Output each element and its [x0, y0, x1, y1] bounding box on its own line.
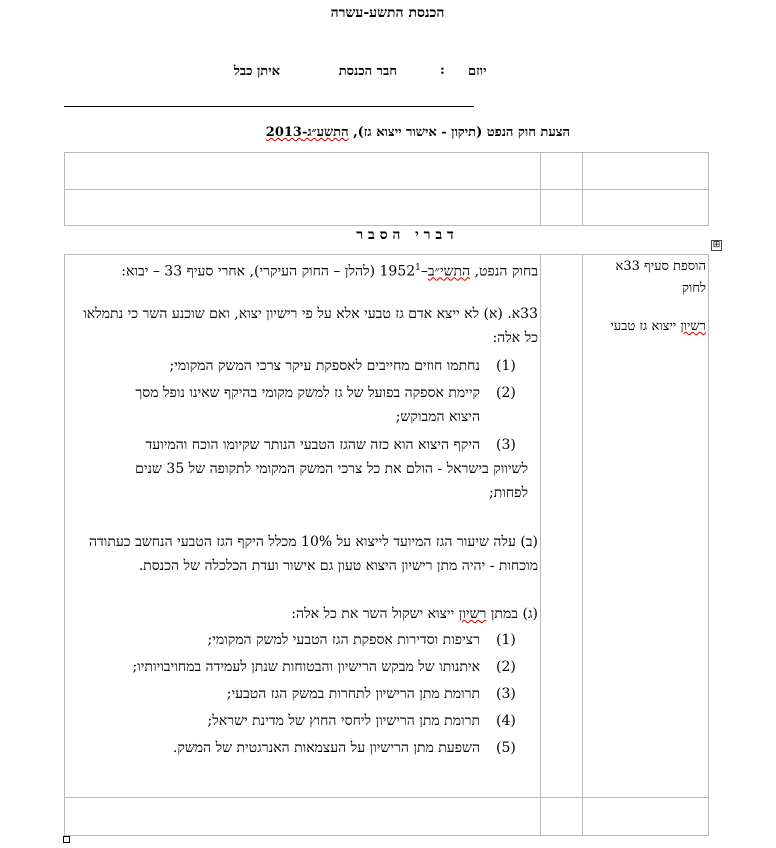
table-border-row2	[64, 225, 709, 226]
main-table-mid2	[582, 254, 583, 836]
main-table-row-sep	[64, 797, 709, 798]
side-note-1-line1: הוספת סעיף 33א	[615, 259, 706, 274]
table-move-handle-icon[interactable]: ⊞	[712, 240, 721, 250]
side-note-2	[588, 318, 706, 334]
header-divider	[64, 106, 474, 107]
condition-3-num: (3)	[496, 437, 516, 453]
member-title: חבר הכנסת	[338, 64, 397, 79]
consideration-4-text: תרומת מתן הרישיון ליחסי החוץ של מדינת ישראל;	[207, 713, 480, 729]
table-border-top	[64, 152, 709, 153]
consideration-4-num: (4)	[496, 713, 516, 729]
intro-footnote: 1	[415, 263, 421, 273]
consideration-1-num: (1)	[496, 632, 516, 648]
consideration-5-text: השפעת מתן הרישיון על העצמאות האנרגטית של המשק.	[172, 740, 480, 756]
table-resize-handle-icon[interactable]	[63, 836, 70, 843]
table-col-mid1	[540, 152, 541, 225]
consideration-5-num: (5)	[496, 740, 516, 756]
bill-title-prefix: הצעת חוק הנפט (תיקון - אישור ייצוא גז),	[353, 125, 570, 140]
section-a-line2: כל אלה:	[492, 330, 538, 346]
section-c-rest: ייצוא ישקול השר את כל אלה:	[291, 606, 455, 622]
condition-2-num: (2)	[496, 385, 516, 401]
initiator-colon: :	[440, 63, 445, 78]
consideration-2-num: (2)	[496, 659, 516, 675]
table-col-right	[708, 152, 709, 225]
member-name: איתן כבל	[233, 64, 280, 79]
section-c-prefix: (ג) במתן	[490, 606, 538, 622]
condition-3-line1: היקף היצוא הוא כזה שהגז הטבעי הנותר שקיומו הוכח והמיועד	[145, 437, 480, 453]
table-border-row1	[64, 189, 709, 190]
side-note-2-word: רשיון	[680, 319, 706, 334]
table-col-mid2	[582, 152, 583, 225]
intro-paragraph	[80, 256, 538, 284]
side-note-2-rest: ייצוא גז טבעי	[610, 319, 677, 334]
explanation-heading: ד ב ר י ה ס ב ר	[356, 227, 454, 243]
table-col-left	[64, 152, 65, 225]
main-table-top	[64, 254, 709, 255]
section-a-line1: 33א. (א) לא ייצא אדם גז טבעי אלא על פי רישיון יצוא, ואם שוכנע השר כי נתמלאו	[83, 306, 538, 322]
condition-2-line1: קיימת אספקה בפועל של גז למשק מקומי בהיקף שאינו נופל מסך	[135, 385, 480, 401]
section-c-word: רשיון	[458, 606, 487, 622]
main-table-mid	[540, 254, 541, 836]
side-note-1-line2: לחוק	[681, 281, 706, 296]
condition-3-line2: לשיווק בישראל - הולם את כל צרכי המשק המקומי לתקופה של 35 שנים	[135, 461, 528, 477]
section-b-line1: (ב) עלה שיעור הגז המיועד לייצוא על 10% מכלל היקף הגז הטבעי הנחשב כעתודה	[88, 534, 538, 550]
side-note-1	[588, 256, 706, 300]
condition-1-text: נחתמו חוזים מחייבים לאספקת עיקר צרכי המשק המקומי;	[169, 358, 480, 374]
knesset-title: הכנסת התשע-עשרה	[330, 5, 445, 21]
consideration-3-num: (3)	[496, 686, 516, 702]
consideration-1-text: רציפות וסדירות אספקת הגז הטבעי למשק המקומי;	[207, 632, 480, 648]
section-b-line2: מוכחות - יהיה מתן רישיון היצוא טעון גם אישור ועדת הכלכלה של הכנסת.	[138, 558, 538, 574]
intro-year-num: –1952	[379, 263, 428, 280]
bill-title	[190, 124, 570, 140]
condition-3-line3: לפחות;	[488, 485, 528, 501]
condition-2-line2: היצוא המבוקש;	[395, 409, 480, 425]
bill-title-year: התשע״ג-2013	[265, 125, 349, 140]
consideration-2-text: איתנותו של מבקש הרישיון והבטוחות שנתן לעמידה במחויבויותיו;	[132, 659, 480, 675]
consideration-3-text: תרומת מתן הרישיון לתחרות במשק הגז הטבעי;	[226, 686, 480, 702]
condition-1-num: (1)	[496, 358, 516, 374]
section-c-intro	[80, 602, 538, 626]
main-table-right	[708, 254, 709, 836]
intro-after: (להלן – החוק העיקרי), אחרי סעיף 33 – יבוא:	[121, 263, 376, 280]
intro-year-word: התשי״ב	[427, 263, 471, 280]
intro-before-year: בחוק הנפט,	[474, 263, 538, 280]
initiator-label: יוזם	[468, 64, 487, 79]
main-table-bottom	[64, 835, 709, 836]
